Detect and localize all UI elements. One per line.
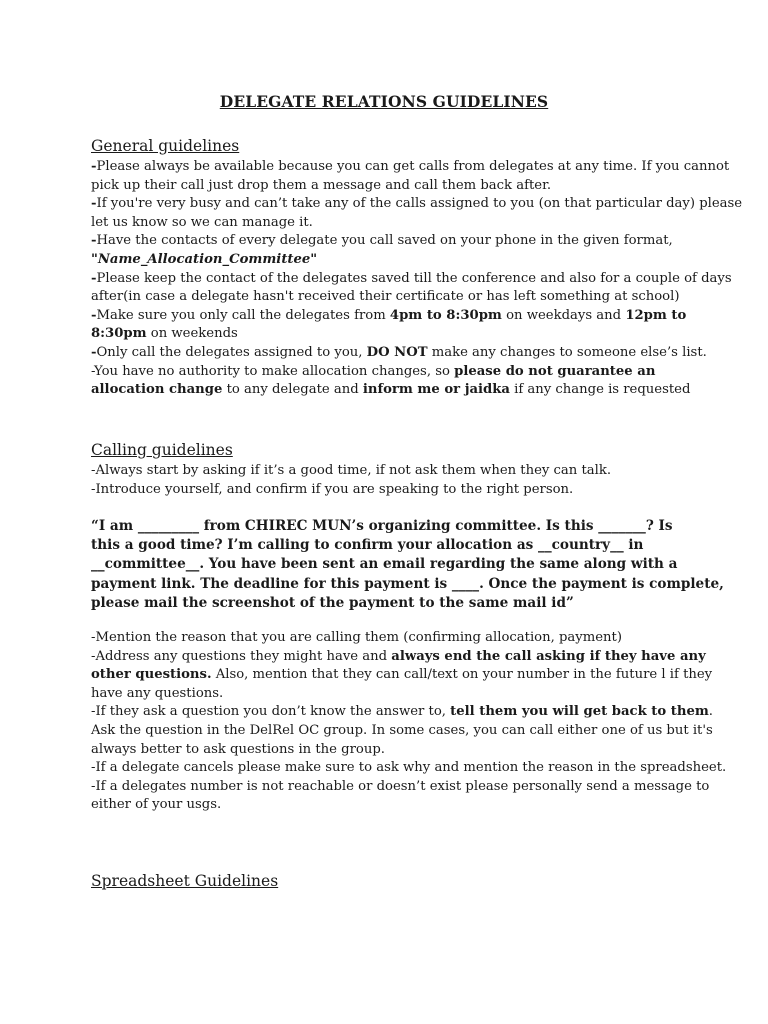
text-line xyxy=(91,555,691,574)
text-segment: Please always be available because you can get calls from delegates at any time. If you cannot xyxy=(96,159,730,174)
text-line xyxy=(91,214,691,233)
bold-text: payment link. The deadline for this payment is ____. Once the payment is complete, xyxy=(91,575,724,592)
text-line xyxy=(91,288,691,307)
bold-text: - xyxy=(91,233,97,249)
text-segment: on weekends xyxy=(146,326,238,342)
bold-italic-text: "Name_Allocation_Committee" xyxy=(91,251,318,267)
bold-text: 4pm to 8:30pm xyxy=(389,307,502,323)
text-segment: Also, mention that they can call/text on your number in the future l if they xyxy=(211,667,713,683)
bold-text: other questions. xyxy=(91,667,212,683)
text-line xyxy=(91,195,743,214)
text-segment: -If they ask a question you don’t know the answer to, xyxy=(91,704,451,720)
bold-text: tell them you will get back to them xyxy=(450,704,709,720)
text-line xyxy=(91,363,691,382)
bold-text: “I am _________ from CHIREC MUN’s organizing committee. Is this _______? Is xyxy=(91,518,673,534)
calling-followup-list xyxy=(91,629,727,815)
text-line xyxy=(91,778,710,797)
text-line xyxy=(91,462,691,481)
text-line xyxy=(91,703,713,722)
text-line xyxy=(91,517,691,536)
bold-text: allocation change xyxy=(91,382,223,398)
text-line xyxy=(91,741,691,760)
bold-text: - xyxy=(91,307,97,323)
bold-text: 8:30pm xyxy=(91,326,147,342)
text-line xyxy=(91,307,691,326)
calling-intro-list xyxy=(91,462,691,499)
text-segment: Only call the delegates assigned to you, xyxy=(96,344,367,360)
bold-text: 12pm to xyxy=(625,307,687,323)
text-line xyxy=(91,381,691,400)
bold-text: please do not guarantee an xyxy=(454,363,656,379)
text-line xyxy=(91,536,691,555)
text-line xyxy=(91,270,732,289)
text-segment: -You have no authority to make allocation changes, so xyxy=(91,363,455,379)
bold-text: - xyxy=(91,270,97,286)
text-line xyxy=(91,722,713,741)
text-line xyxy=(91,251,691,270)
text-line xyxy=(91,759,727,778)
text-segment: make any changes to someone else’s list. xyxy=(427,344,707,360)
text-segment: Please keep the contact of the delegates saved till the conference and also for a couple of days xyxy=(96,270,732,286)
text-segment: have any questions. xyxy=(91,685,224,701)
bold-text: - xyxy=(91,159,97,174)
bold-text: inform me or jaidka xyxy=(362,382,510,398)
text-line xyxy=(91,325,691,344)
text-segment: pick up their call just drop them a message and call them back after. xyxy=(91,177,552,193)
general-guidelines-heading: General guidelines xyxy=(91,137,240,155)
text-line xyxy=(91,629,691,648)
text-line xyxy=(91,158,730,177)
text-segment: let us know so we can manage it. xyxy=(91,214,313,230)
text-segment: -If a delegate cancels please make sure to ask why and mention the reason in the spreadsheet. xyxy=(91,760,727,776)
text-line xyxy=(91,344,707,363)
text-line xyxy=(91,666,713,685)
text-line xyxy=(91,232,691,251)
text-segment: -Introduce yourself, and confirm if you are speaking to the right person. xyxy=(91,481,574,497)
spreadsheet-guidelines-heading: Spreadsheet Guidelines xyxy=(91,872,279,890)
text-line xyxy=(91,481,691,500)
bold-text: please mail the screenshot of the payment to the same mail id” xyxy=(91,594,574,611)
text-line xyxy=(91,594,691,613)
text-line xyxy=(91,575,724,594)
general-guidelines-list xyxy=(91,158,743,400)
text-line xyxy=(91,796,691,815)
text-segment: always better to ask questions in the group. xyxy=(91,741,385,757)
text-segment: either of your usgs. xyxy=(91,797,222,813)
text-segment: Have the contacts of every delegate you call saved on your phone in the given format, xyxy=(96,233,673,249)
text-segment: . xyxy=(708,704,713,720)
text-segment: -If a delegates number is not reachable or doesn’t exist please personally send a message to xyxy=(91,778,710,794)
calling-guidelines-heading: Calling guidelines xyxy=(91,441,233,459)
text-segment: -Always start by asking if it’s a good time, if not ask them when they can talk. xyxy=(91,463,612,478)
text-line xyxy=(91,685,691,704)
text-segment: if any change is requested xyxy=(509,382,691,398)
text-segment: -Address any questions they might have and xyxy=(91,648,392,664)
bold-text: always end the call asking if they have any xyxy=(391,648,706,664)
bold-text: - xyxy=(91,344,97,360)
text-segment: If you're very busy and can’t take any of the calls assigned to you (on that particular day) please xyxy=(96,196,743,212)
text-segment: -Mention the reason that you are calling them (confirming allocation, payment) xyxy=(91,630,622,645)
document-title: DELEGATE RELATIONS GUIDELINES xyxy=(219,92,549,111)
text-segment: after(in case a delegate hasn't received their certificate or has left something at school) xyxy=(91,289,680,305)
text-line xyxy=(91,648,706,667)
calling-script-paragraph xyxy=(91,517,724,613)
text-line xyxy=(91,177,691,196)
text-segment: Ask the question in the DelRel OC group. In some cases, you can call either one of us but it's xyxy=(91,722,713,738)
text-segment: to any delegate and xyxy=(222,382,363,398)
text-segment: Make sure you only call the delegates from xyxy=(96,307,390,323)
bold-text: this a good time? I’m calling to confirm your allocation as __country__ in xyxy=(91,537,644,554)
bold-text: DO NOT xyxy=(366,344,428,360)
text-segment: on weekdays and xyxy=(501,307,626,323)
bold-text: - xyxy=(91,196,97,212)
bold-text: __committee__. You have been sent an email regarding the same along with a xyxy=(91,556,678,573)
